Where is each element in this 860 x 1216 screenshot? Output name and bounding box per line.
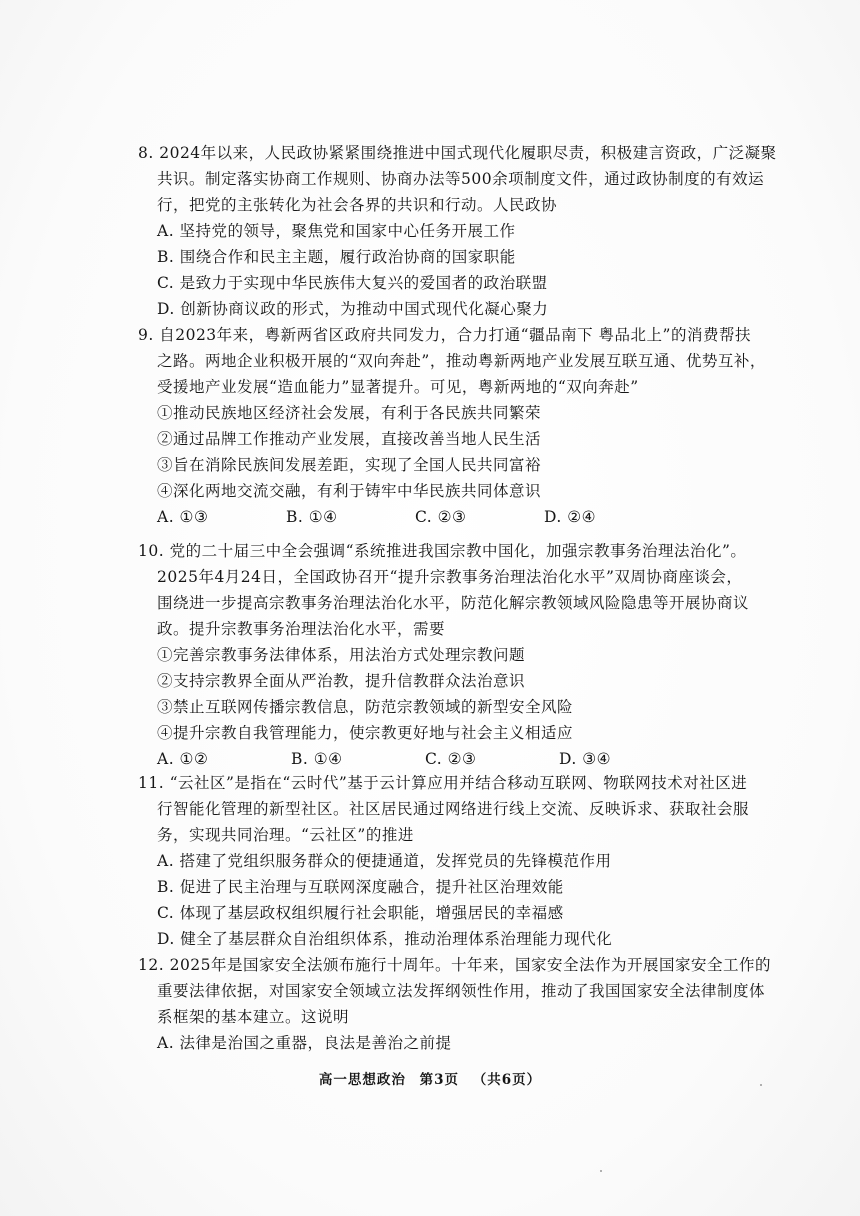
answer-choices <box>138 746 698 772</box>
footer-subject: 高一思想政治 <box>318 1072 406 1088</box>
statement-2: ②支持宗教界全面从严治教，提升信教群众法治意识 <box>157 672 526 690</box>
footer-total-pages: （共6页） <box>472 1072 542 1088</box>
option-d: D. 健全了基层群众自治组织体系，推动治理体系治理能力现代化 <box>157 930 613 948</box>
scan-speckle <box>760 1084 762 1086</box>
option-b: B. 促进了民主治理与互联网深度融合，提升社区治理效能 <box>157 878 564 896</box>
statement-4: ④深化两地交流交融，有利于铸牢中华民族共同体意识 <box>157 482 542 500</box>
question-stem-line: 重要法律依据，对国家安全领域立法发挥纲领性作用，推动了我国国家安全法律制度体 <box>157 982 766 1000</box>
choice-d: D. ②④ <box>544 508 597 526</box>
option-a: A. 坚持党的领导，聚焦党和国家中心任务开展工作 <box>157 222 516 240</box>
option-c: C. 是致力于实现中华民族伟大复兴的爱国者的政治联盟 <box>157 274 548 292</box>
option-a: A. 法律是治国之重器，良法是善治之前提 <box>157 1034 452 1052</box>
question-stem-line: 8. 2024年以来，人民政协紧紧围绕推进中国式现代化履职尽责，积极建言资政，广泛凝聚 <box>138 144 777 162</box>
statement-3: ③禁止互联网传播宗教信息，防范宗教领域的新型安全风险 <box>157 698 574 716</box>
answer-choices <box>138 504 698 530</box>
option-d: D. 创新协商议政的形式，为推动中国式现代化凝心聚力 <box>157 300 549 318</box>
question-stem-line: 12. 2025年是国家安全法颁布施行十周年。十年来，国家安全法作为开展国家安全工作的 <box>138 956 772 974</box>
statement-2: ②通过品牌工作推动产业发展，直接改善当地人民生活 <box>157 430 542 448</box>
question-stem-line: 政。提升宗教事务治理法治化水平，需要 <box>157 620 446 638</box>
question-stem-line: 共识。制定落实协商工作规则、协商办法等500余项制度文件，通过政协制度的有效运 <box>157 170 765 188</box>
statement-3: ③旨在消除民族间发展差距，实现了全国人民共同富裕 <box>157 456 542 474</box>
question-stem-line: 11. “云社区”是指在“云时代”基于云计算应用并结合移动互联网、物联网技术对社区进 <box>138 774 748 792</box>
question-stem-line: 围绕进一步提高宗教事务治理法治化水平，防范化解宗教领域风险隐患等开展协商议 <box>157 594 750 612</box>
option-b: B. 围绕合作和民主主题，履行政治协商的国家职能 <box>157 248 516 266</box>
choice-a: A. ①② <box>157 750 209 768</box>
question-10 <box>138 538 750 772</box>
page-footer <box>0 1068 860 1088</box>
statement-1: ①推动民族地区经济社会发展，有利于各民族共同繁荣 <box>157 404 542 422</box>
option-c: C. 体现了基层政权组织履行社会职能，增强居民的幸福感 <box>157 904 564 922</box>
question-8 <box>138 140 777 322</box>
choice-c: C. ②③ <box>415 508 467 526</box>
question-stem-line: 系框架的基本建立。这说明 <box>157 1008 350 1026</box>
statement-4: ④提升宗教自我管理能力，使宗教更好地与社会主义相适应 <box>157 724 574 742</box>
choice-c: C. ②③ <box>425 750 477 768</box>
question-stem-line: 受援地产业发展“造血能力”显著提升。可见，粤新两地的“双向奔赴” <box>157 378 639 396</box>
scan-speckle <box>600 1170 602 1172</box>
question-stem-line: 行智能化管理的新型社区。社区居民通过网络进行线上交流、反映诉求、获取社会服 <box>157 800 750 818</box>
statement-1: ①完善宗教事务法律体系，用法治方式处理宗教问题 <box>157 646 526 664</box>
choice-b: B. ①④ <box>286 508 338 526</box>
question-stem-line: 行，把党的主张转化为社会各界的共识和行动。人民政协 <box>157 196 558 214</box>
question-12 <box>138 952 772 1056</box>
choice-b: B. ①④ <box>291 750 343 768</box>
question-stem-line: 2025年4月24日，全国政协召开“提升宗教事务治理法治化水平”双周协商座谈会， <box>157 568 743 586</box>
choice-a: A. ①③ <box>157 508 209 526</box>
option-a: A. 搭建了党组织服务群众的便捷通道，发挥党员的先锋模范作用 <box>157 852 612 870</box>
question-stem-line: 务，实现共同治理。“云社区”的推进 <box>157 826 414 844</box>
choice-d: D. ③④ <box>559 750 612 768</box>
question-stem-line: 9. 自2023年来，粤新两省区政府共同发力，合力打通“疆品南下 粤品北上”的消费帮扶 <box>138 326 751 344</box>
footer-page-number: 第3页 <box>419 1072 459 1088</box>
question-stem-line: 10. 党的二十届三中全会强调“系统推进我国宗教中国化，加强宗教事务治理法治化”。 <box>138 542 747 560</box>
question-9 <box>138 322 766 530</box>
question-11 <box>138 770 750 952</box>
question-stem-line: 之路。两地企业积极开展的“双向奔赴”，推动粤新两地产业发展互联互通、优势互补， <box>157 352 766 370</box>
